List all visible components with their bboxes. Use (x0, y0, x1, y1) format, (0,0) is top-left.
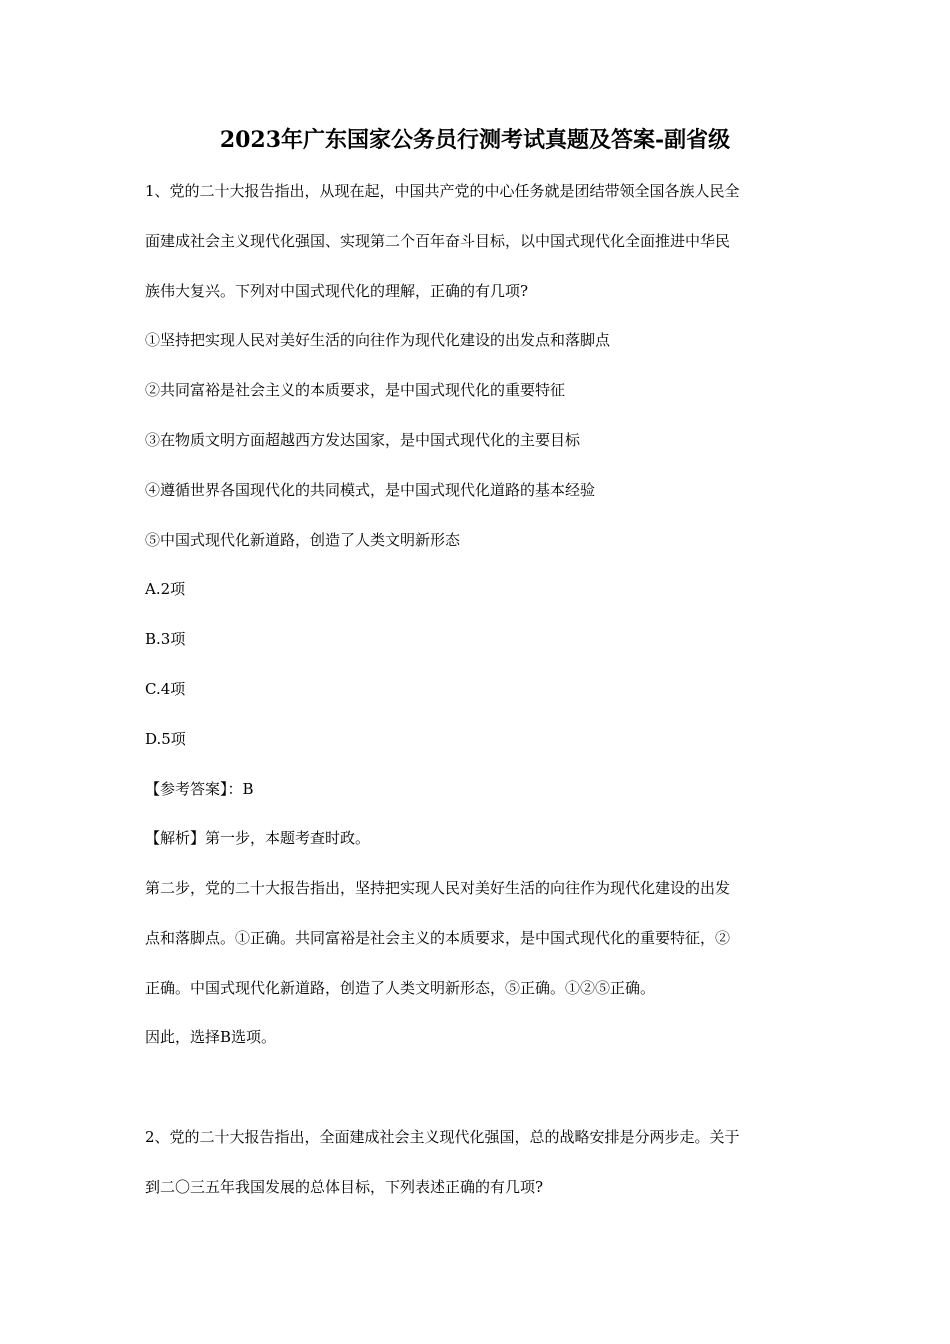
q1-stem-line-1: 1、党的二十大报告指出，从现在起，中国共产党的中心任务就是团结带领全国各族人民全 (145, 182, 740, 200)
q1-statement-3: ③在物质文明方面超越西方发达国家，是中国式现代化的主要目标 (145, 431, 581, 449)
q1-statement-4: ④遵循世界各国现代化的共同模式，是中国式现代化道路的基本经验 (145, 481, 596, 499)
q1-option-a: A.2项 (145, 580, 186, 598)
q2-stem-line-2: 到二〇三五年我国发展的总体目标，下列表述正确的有几项? (145, 1178, 544, 1196)
q2-stem-line-1: 2、党的二十大报告指出，全面建成社会主义现代化强国，总的战略安排是分两步走。关于 (145, 1128, 740, 1146)
q1-analysis-line-5: 因此，选择B选项。 (145, 1028, 277, 1046)
q1-statement-1: ①坚持把实现人民对美好生活的向往作为现代化建设的出发点和落脚点 (145, 331, 611, 349)
q1-analysis-line-2: 第二步，党的二十大报告指出，坚持把实现人民对美好生活的向往作为现代化建设的出发 (145, 879, 731, 897)
q1-option-c: C.4项 (145, 680, 186, 698)
q1-analysis-line-4: 正确。中国式现代化新道路，创造了人类文明新形态，⑤正确。①②⑤正确。 (145, 979, 656, 997)
q1-statement-5: ⑤中国式现代化新道路，创造了人类文明新形态 (145, 531, 461, 549)
q1-option-d: D.5项 (145, 730, 186, 748)
q1-stem-line-2: 面建成社会主义现代化强国、实现第二个百年奋斗目标，以中国式现代化全面推进中华民 (145, 232, 731, 250)
q1-stem-line-3: 族伟大复兴。下列对中国式现代化的理解，正确的有几项? (145, 282, 529, 300)
q1-analysis-line-1: 【解析】第一步，本题考查时政。 (145, 829, 371, 847)
q1-answer: 【参考答案】：B (145, 780, 254, 798)
document-title: 2023年广东国家公务员行测考试真题及答案-副省级 (219, 127, 731, 153)
q1-analysis-line-3: 点和落脚点。①正确。共同富裕是社会主义的本质要求，是中国式现代化的重要特征，② (145, 929, 731, 947)
q1-option-b: B.3项 (145, 630, 186, 648)
q1-statement-2: ②共同富裕是社会主义的本质要求，是中国式现代化的重要特征 (145, 381, 566, 399)
